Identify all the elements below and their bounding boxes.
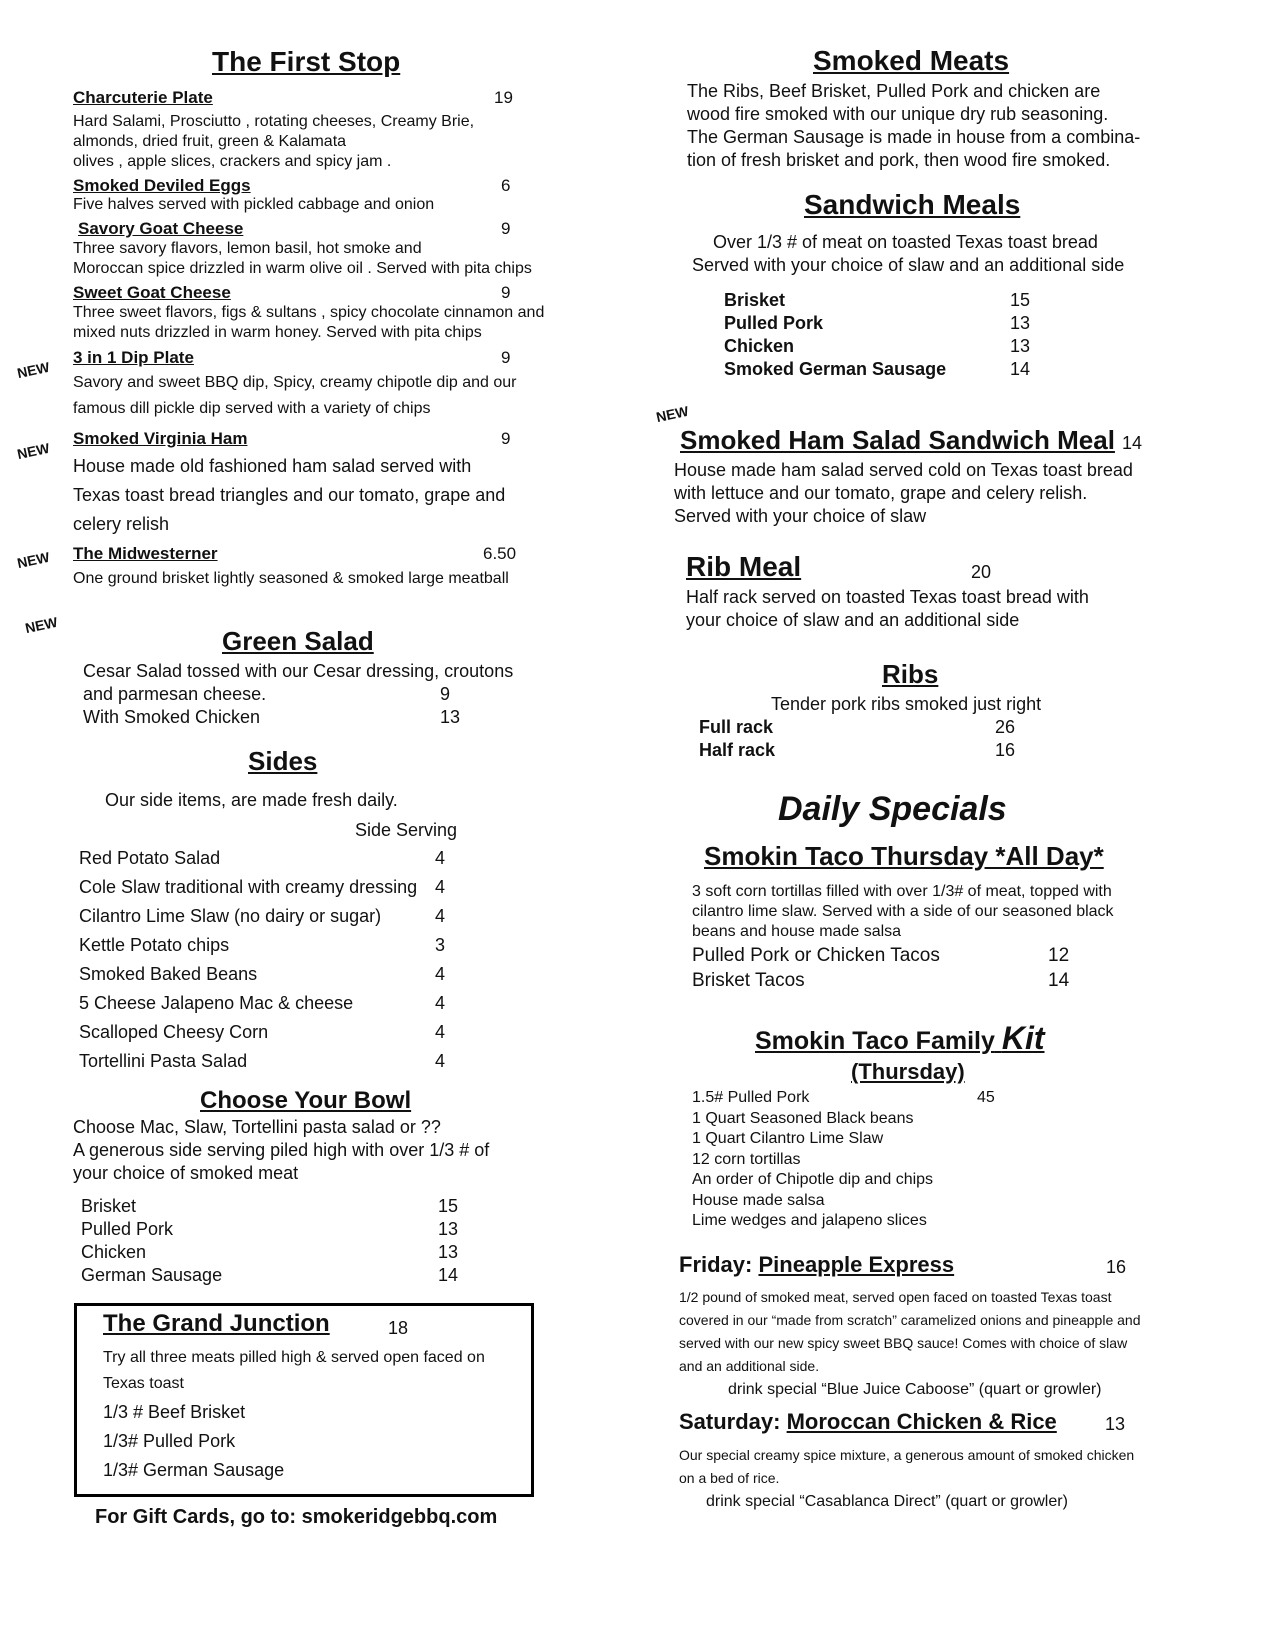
ham-salad-desc: House made ham salad served cold on Texas toast bread — [674, 460, 1133, 480]
ribs-title: Ribs — [882, 659, 939, 689]
menu-item-desc: famous dill pickle dip served with a variety of chips — [73, 400, 431, 417]
new-badge: NEW — [15, 548, 51, 572]
taco-item: Brisket Tacos — [692, 970, 805, 991]
menu-item-name: Smoked Virginia Ham — [73, 429, 248, 448]
new-badge: NEW — [23, 613, 59, 637]
list-item-name: 5 Cheese Jalapeno Mac & cheese — [79, 993, 354, 1013]
grand-junction-price: 18 — [388, 1318, 409, 1338]
menu-item-name: Savory Goat Cheese — [78, 219, 244, 238]
menu-item-desc: mixed nuts drizzled in warm honey. Served with pita chips — [73, 324, 482, 341]
list-item-name: Smoked German Sausage — [724, 359, 947, 379]
bowl-desc: your choice of smoked meat — [73, 1163, 299, 1183]
menu-item-price: 6 — [501, 176, 511, 195]
bowl-title: Choose Your Bowl — [200, 1087, 412, 1114]
gift-card-note: For Gift Cards, go to: smokeridgebbq.com — [95, 1506, 498, 1528]
sandwich-meals-title: Sandwich Meals — [804, 189, 1021, 220]
menu-item-price: 9 — [501, 348, 511, 367]
list-item-name: Lime wedges and jalapeno slices — [692, 1212, 927, 1229]
grand-junction-meat: 1/3 # Beef Brisket — [103, 1402, 246, 1422]
grand-junction-desc: Texas toast — [103, 1375, 184, 1392]
new-badge: NEW — [654, 402, 690, 426]
ribs-price: 26 — [995, 717, 1016, 737]
sides-intro: Our side items, are made fresh daily. — [105, 790, 398, 810]
smoked-meats-desc: The German Sausage is made in house from a combina- — [687, 127, 1141, 147]
daily-specials-title: Daily Specials — [778, 790, 1007, 828]
bowl-desc: Choose Mac, Slaw, Tortellini pasta salad or ?? — [73, 1117, 441, 1137]
sandwich-desc: Served with your choice of slaw and an additional side — [692, 255, 1125, 275]
menu-item-name: Smoked Deviled Eggs — [73, 176, 251, 195]
friday-label: Friday: — [679, 1252, 753, 1277]
menu-item-desc: Savory and sweet BBQ dip, Spicy, creamy chipotle dip and our — [73, 374, 517, 391]
menu-item-desc: Three sweet flavors, figs & sultans , spicy chocolate cinnamon and — [73, 304, 545, 321]
list-item-name: Cilantro Lime Slaw (no dairy or sugar) — [79, 906, 382, 926]
friday-name: Pineapple Express — [758, 1252, 955, 1277]
sandwich-desc: Over 1/3 # of meat on toasted Texas toast bread — [713, 232, 1098, 252]
list-item-name: Pulled Pork — [81, 1219, 174, 1239]
list-item-name: Brisket — [81, 1196, 137, 1216]
menu-item-name: 3 in 1 Dip Plate — [73, 348, 194, 367]
grand-junction-meat: 1/3# German Sausage — [103, 1460, 285, 1480]
menu-item-price: 19 — [494, 88, 513, 107]
list-item-name: 1 Quart Seasoned Black beans — [692, 1109, 914, 1127]
rib-meal-desc: Half rack served on toasted Texas toast bread with — [686, 587, 1089, 607]
saturday-desc: on a bed of rice. — [679, 1470, 780, 1486]
sides-title: Sides — [248, 746, 318, 776]
list-item-price: 4 — [435, 906, 446, 926]
menu-item-price: 6.50 — [483, 544, 517, 563]
saturday-label: Saturday: — [679, 1409, 781, 1434]
ham-salad-price: 14 — [1122, 433, 1143, 453]
new-badge: NEW — [15, 439, 51, 463]
ham-salad-title: Smoked Ham Salad Sandwich Meal — [680, 425, 1115, 455]
taco-kit-word: Kit — [1001, 1020, 1045, 1056]
rib-meal-desc: your choice of slaw and an additional side — [686, 610, 1020, 630]
list-item-name: 1.5# Pulled Pork — [692, 1089, 810, 1106]
menu-item-desc: Texas toast bread triangles and our tomato, grape and — [73, 485, 506, 505]
taco-desc: cilantro lime slaw. Served with a side of our seasoned black — [692, 903, 1114, 920]
list-item-price: 4 — [435, 1022, 446, 1042]
menu-item-desc: olives , apple slices, crackers and spicy jam . — [73, 153, 392, 170]
list-item-price: 4 — [435, 848, 446, 868]
grand-junction-title: The Grand Junction — [103, 1310, 330, 1337]
taco-price: 12 — [1048, 945, 1070, 966]
menu-item-desc: Hard Salami, Prosciutto , rotating cheeses, Creamy Brie, — [73, 113, 475, 130]
list-item-name: Scalloped Cheesy Corn — [79, 1022, 269, 1042]
new-badge: NEW — [15, 358, 51, 382]
list-item-name: House made salsa — [692, 1191, 825, 1209]
menu-item-name: Charcuterie Plate — [73, 88, 213, 107]
menu-item-price: 9 — [501, 219, 511, 238]
menu-item-desc: Five halves served with pickled cabbage and onion — [73, 196, 435, 213]
friday-desc: and an additional side. — [679, 1358, 820, 1374]
list-item-name: Pulled Pork — [724, 313, 824, 333]
list-item-price: 15 — [1010, 290, 1031, 310]
menu-item-desc: Moroccan spice drizzled in warm olive oil . Served with pita chips — [73, 260, 532, 277]
friday-desc: 1/2 pound of smoked meat, served open faced on toasted Texas toast — [679, 1289, 1112, 1305]
taco-kit-title-text: Smokin Taco Family — [755, 1027, 995, 1055]
list-item-price: 4 — [435, 877, 446, 897]
taco-kit-subtitle: (Thursday) — [851, 1059, 965, 1084]
list-item-price: 4 — [435, 1051, 446, 1071]
grand-junction-desc: Try all three meats pilled high & served open faced on — [103, 1349, 485, 1366]
menu-item-name: Sweet Goat Cheese — [73, 283, 231, 302]
list-item-name: 1 Quart Cilantro Lime Slaw — [692, 1130, 884, 1147]
friday-price: 16 — [1106, 1257, 1127, 1277]
smoked-meats-desc: tion of fresh brisket and pork, then wood fire smoked. — [687, 150, 1111, 170]
list-item-name: Chicken — [724, 336, 795, 356]
taco-thursday-title: Smokin Taco Thursday *All Day* — [704, 841, 1104, 871]
menu-item-desc: celery relish — [73, 514, 170, 534]
bowl-desc: A generous side serving piled high with over 1/3 # of — [73, 1140, 490, 1160]
ham-salad-desc: with lettuce and our tomato, grape and celery relish. — [674, 483, 1088, 503]
list-item-name: Kettle Potato chips — [79, 935, 230, 955]
ribs-desc: Tender pork ribs smoked just right — [771, 694, 1042, 714]
saturday-special — [679, 1409, 1057, 1435]
menu-item-desc: One ground brisket lightly seasoned & smoked large meatball — [73, 570, 509, 587]
saturday-price: 13 — [1105, 1414, 1126, 1434]
saturday-desc: Our special creamy spice mixture, a generous amount of smoked chicken — [679, 1447, 1135, 1463]
first-stop-title: The First Stop — [212, 46, 401, 77]
friday-desc: covered in our “made from scratch” caramelized onions and pineapple and — [679, 1312, 1141, 1328]
list-item-price: 4 — [435, 993, 446, 1013]
saturday-drink: drink special “Casablanca Direct” (quart or growler) — [706, 1493, 1068, 1510]
ribs-price: 16 — [995, 740, 1016, 760]
list-item-price: 15 — [438, 1196, 459, 1216]
taco-price: 14 — [1048, 970, 1070, 991]
taco-kit-price: 45 — [977, 1089, 995, 1106]
list-item-price: 13 — [1010, 336, 1031, 356]
list-item-name: Smoked Baked Beans — [79, 964, 258, 984]
sides-column-header: Side Serving — [355, 820, 458, 840]
green-salad-title: Green Salad — [222, 626, 374, 656]
list-item-name: Red Potato Salad — [79, 848, 221, 868]
taco-desc: 3 soft corn tortillas filled with over 1/3# of meat, topped with — [692, 883, 1112, 900]
list-item-price: 3 — [435, 935, 446, 955]
ribs-item: Full rack — [699, 717, 774, 737]
menu-item-price: 9 — [501, 429, 511, 448]
smoked-meats-desc: wood fire smoked with our unique dry rub seasoning. — [687, 104, 1109, 124]
list-item-name: Chicken — [81, 1242, 147, 1262]
menu-item-desc: Three savory flavors, lemon basil, hot smoke and — [73, 240, 422, 257]
taco-desc: beans and house made salsa — [692, 923, 902, 940]
grand-junction-meat: 1/3# Pulled Pork — [103, 1431, 236, 1451]
taco-kit-title — [755, 1020, 1045, 1057]
saturday-name: Moroccan Chicken & Rice — [786, 1409, 1057, 1434]
ribs-item: Half rack — [699, 740, 776, 760]
menu-item-desc: almonds, dried fruit, green & Kalamata — [73, 133, 347, 150]
friday-desc: served with our new spicy sweet BBQ sauce! Comes with choice of slaw — [679, 1335, 1128, 1351]
list-item-price: 4 — [435, 964, 446, 984]
friday-special — [679, 1252, 954, 1278]
menu-item-name: The Midwesterner — [73, 544, 218, 563]
smoked-meats-desc: The Ribs, Beef Brisket, Pulled Pork and chicken are — [687, 81, 1101, 101]
taco-item: Pulled Pork or Chicken Tacos — [692, 945, 940, 966]
list-item-price: 13 — [438, 1219, 459, 1239]
green-salad-price: 13 — [440, 707, 461, 727]
menu-item-price: 9 — [501, 283, 511, 302]
friday-drink: drink special “Blue Juice Caboose” (quart or growler) — [728, 1381, 1102, 1398]
rib-meal-title: Rib Meal — [686, 551, 802, 582]
list-item-name: Tortellini Pasta Salad — [79, 1051, 248, 1071]
list-item-name: Cole Slaw traditional with creamy dressing — [79, 877, 418, 897]
rib-meal-price: 20 — [971, 562, 992, 582]
list-item-name: German Sausage — [81, 1265, 223, 1285]
list-item-price: 14 — [438, 1265, 459, 1285]
smoked-meats-title: Smoked Meats — [813, 45, 1010, 76]
list-item-name: An order of Chipotle dip and chips — [692, 1171, 934, 1188]
list-item-price: 14 — [1010, 359, 1031, 379]
menu-item-desc: House made old fashioned ham salad served with — [73, 456, 472, 476]
green-salad-price: 9 — [440, 684, 451, 704]
list-item-name: Brisket — [724, 290, 786, 310]
green-salad-desc: and parmesan cheese. — [83, 684, 267, 704]
green-salad-option: With Smoked Chicken — [83, 707, 261, 727]
list-item-name: 12 corn tortillas — [692, 1150, 801, 1168]
list-item-price: 13 — [438, 1242, 459, 1262]
ham-salad-desc: Served with your choice of slaw — [674, 506, 927, 526]
green-salad-desc: Cesar Salad tossed with our Cesar dressing, croutons — [83, 661, 514, 681]
list-item-price: 13 — [1010, 313, 1031, 333]
